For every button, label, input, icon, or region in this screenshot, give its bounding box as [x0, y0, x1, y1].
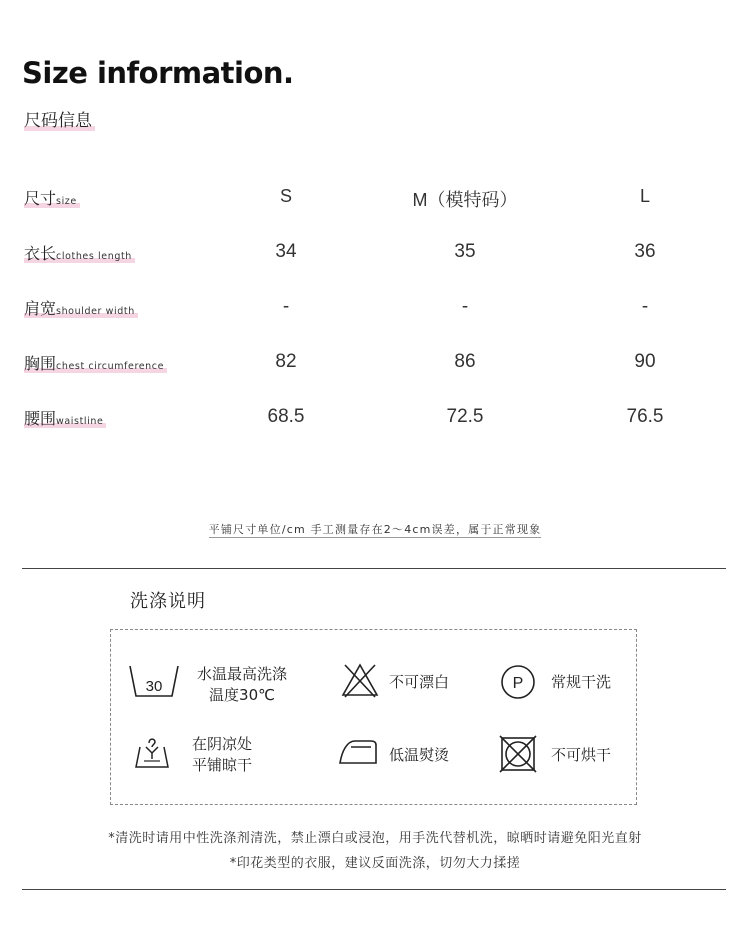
shoulder-width-label: 肩宽shoulder width [24, 296, 138, 319]
size-column-m: M（模特码） [412, 190, 518, 210]
low-iron-icon [337, 737, 379, 767]
table-cell: 36 [634, 241, 656, 262]
divider [22, 889, 726, 890]
page-title: Size information. [22, 56, 294, 90]
washing-title: 洗涤说明 [130, 591, 206, 612]
page-subtitle: 尺码信息 [24, 106, 95, 131]
care-symbols-box [110, 629, 637, 805]
divider [22, 568, 726, 569]
wash-temperature-number: 30 [145, 678, 163, 695]
size-column-l: L [639, 186, 650, 206]
measurement-note: 平铺尺寸单位/cm 手工测量存在2～4cm误差，属于正常现象 [208, 523, 542, 536]
table-cell: 34 [275, 241, 297, 262]
table-cell: - [282, 296, 290, 317]
chest-circumference-label: 胸围chest circumference [24, 351, 167, 374]
table-cell: 76.5 [626, 406, 664, 427]
table-cell: 35 [454, 241, 476, 262]
table-cell: 72.5 [446, 406, 484, 427]
dry-clean-icon [500, 664, 536, 700]
care-label-no-bleach: 不可漂白 [389, 673, 450, 691]
wash-30-icon [128, 663, 180, 699]
table-cell: 68.5 [267, 406, 305, 427]
no-bleach-icon [340, 661, 380, 701]
dry-clean-letter: P [512, 675, 524, 692]
table-cell: - [641, 296, 649, 317]
care-label-wash: 水温最高洗涤 温度30℃ [196, 665, 287, 704]
waistline-label: 腰围waistline [24, 406, 106, 429]
care-label-dry-clean: 常规干洗 [551, 673, 612, 691]
care-footnote-1: *清洗时请用中性洗涤剂清洗，禁止漂白或浸泡，用手洗代替机洗，晾晒时请避免阳光直射 [108, 831, 642, 846]
table-cell: 86 [454, 351, 476, 372]
table-cell: 82 [275, 351, 297, 372]
no-tumble-dry-icon [499, 735, 537, 773]
care-label-no-tumble-dry: 不可烘干 [551, 746, 612, 764]
table-cell: 90 [634, 351, 656, 372]
size-row-label: 尺寸size [24, 186, 80, 209]
clothes-length-label: 衣长clothes length [24, 241, 135, 264]
shade-dry-flat-icon [132, 733, 172, 771]
table-cell: - [461, 296, 469, 317]
care-label-low-iron: 低温熨烫 [389, 746, 450, 764]
care-label-shade-dry: 在阴凉处 平铺晾干 [192, 735, 253, 774]
care-footnote-2: *印花类型的衣服，建议反面洗涤，切勿大力揉搓 [229, 856, 521, 871]
size-column-s: S [279, 186, 292, 206]
